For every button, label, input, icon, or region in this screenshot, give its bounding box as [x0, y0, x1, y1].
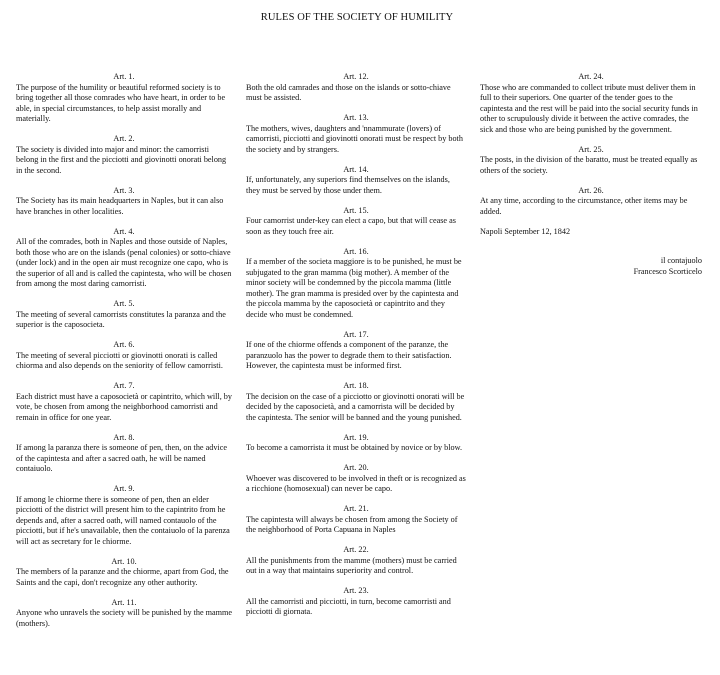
- article-number: Art. 10.: [111, 556, 137, 566]
- article-25: [480, 145, 702, 177]
- article-text: The decision on the case of a picciotto or giovinotti onorati will be decided by the caposocietà, and a camorrista will be decided by the capintesta. The senior will be banned and the young punished.: [246, 391, 465, 422]
- article-22: [246, 545, 466, 577]
- article-number: Art. 21.: [343, 504, 369, 513]
- article-text: If, unfortunately, any superiors find themselves on the islands, they must be served by those under them.: [246, 175, 450, 195]
- article-number: Art. 3.: [113, 185, 135, 195]
- article-number: Art. 12.: [343, 72, 369, 81]
- article-text: Both the old camrades and those on the islands or sotto-chiave must be assisted.: [246, 82, 451, 102]
- article-text: To become a camorrista it must be obtained by novice or by blow.: [246, 443, 463, 452]
- article-text: Each district must have a caposocietà or capintrito, which will, by vote, be chosen from among the neighborhood camorristi and remain in office for one year.: [16, 391, 232, 422]
- article-number: Art. 25.: [578, 144, 604, 154]
- article-number: Art. 8.: [113, 432, 135, 442]
- article-number: Art. 17.: [343, 329, 369, 339]
- article-text: Those who are commanded to collect tribute must deliver them in full to their superiors. One quarter of the tender goes to the capintesta and the rest will be paid into the social security funds in other to scrupulously divide it between the active comrades, the sick and those who are being punished by the government.: [480, 82, 698, 134]
- article-number: Art. 18.: [343, 381, 369, 390]
- article-3: [16, 186, 232, 218]
- article-9: [16, 484, 232, 547]
- article-number: Art. 26.: [578, 185, 604, 195]
- article-5: [16, 299, 232, 331]
- article-text: The meeting of several camorrists constitutes la paranza and the superior is the caposocieta.: [16, 309, 226, 329]
- article-text: At any time, according to the circumstance, other items may be added.: [480, 196, 688, 216]
- date-line: Napoli September 12, 1842: [480, 226, 571, 236]
- article-23: [246, 586, 466, 618]
- article-24: [480, 72, 702, 135]
- article-number: Art. 16.: [343, 246, 369, 256]
- column-3: [480, 72, 702, 277]
- article-text: Four camorrist under-key can elect a capo, but that will cease as soon as they touch free air.: [246, 216, 456, 236]
- article-number: Art. 22.: [343, 545, 369, 554]
- article-text: If among le chiorme there is someone of pen, then an elder picciotti of the district will present him to the capintrito from he depends and, after a sacred oath, will named contauolo of the picciotti, but if he's unavailable, then the contaiuolo of la parenza will act as secretary for le chiorme.: [16, 494, 230, 546]
- signature-block: [480, 256, 702, 277]
- article-number: Art. 1.: [113, 72, 135, 81]
- article-2: [16, 134, 232, 176]
- article-text: The purpose of the humility or beautiful reformed society is to bring together all those comrades who have heart, in order to be able, in special circumstances, to help assist morally and materially.: [16, 82, 226, 123]
- article-number: Art. 20.: [343, 463, 369, 472]
- article-text: If among la paranza there is someone of pen, then, on the advice of the capintesta and after a sacred oath, he will be named contaiuolo.: [16, 443, 227, 473]
- article-text: The mothers, wives, daughters and 'nnammurate (lovers) of camorristi, picciotti and giovinotti onorati must be respect by both the society and by strangers.: [246, 123, 463, 154]
- article-number: Art. 5.: [113, 299, 135, 308]
- article-8: [16, 433, 232, 475]
- article-text: The capintesta will always be chosen from among the Society of the neighborhood of Porta Capuana in Naples: [246, 514, 458, 534]
- article-text: If one of the chiorme offends a component of the paranze, the paranzuolo has the power to degrade them to their satisfaction. However, the capintesta must be informed first.: [246, 340, 452, 370]
- article-number: Art. 11.: [111, 597, 137, 607]
- article-16: [246, 247, 466, 321]
- article-text: All the camorristi and picciotti, in turn, become camorristi and picciotti di giornata.: [246, 596, 451, 616]
- article-number: Art. 6.: [113, 340, 135, 349]
- article-number: Art. 9.: [113, 484, 135, 493]
- column-1: [16, 72, 232, 639]
- article-13: [246, 113, 466, 155]
- article-1: [16, 72, 232, 125]
- article-7: [16, 381, 232, 423]
- article-number: Art. 14.: [343, 164, 369, 174]
- article-text: Anyone who unravels the society will be punished by the mamme (mothers).: [16, 608, 233, 628]
- column-2: [246, 72, 466, 627]
- article-number: Art. 15.: [343, 205, 369, 215]
- article-6: [16, 340, 232, 372]
- article-17: [246, 330, 466, 372]
- article-4: [16, 227, 232, 290]
- article-text: If a member of the societa maggiore is to be punished, he must be subjugated to the gran mamma (big mother). A member of the minor society will be condemned by the piccola mamma (little mother). The gran mamma is presided over by the capintesta and the piccola mamma by the caposocietà or capintrito and they decide who must be condemned.: [246, 257, 462, 319]
- article-20: [246, 463, 466, 495]
- article-text: All of the comrades, both in Naples and those outside of Naples, both those who are on the islands (penal colonies) or sotto-chiave (under lock) and in the open air must recognize one capo, who is the superior of all and is called the capintesta, who will be chosen from among the most daring camorristi.: [16, 237, 232, 288]
- article-text: The society is divided into major and minor: the camorristi belong in the first and the picciotti and giovinotti onorati belong in the second.: [16, 144, 227, 175]
- article-text: Whoever was discovered to be involved in theft or is recognized as a ricchione (homosexual) can never be capo.: [246, 473, 466, 493]
- article-number: Art. 2.: [113, 134, 135, 143]
- article-14: [246, 165, 466, 197]
- article-11: [16, 598, 232, 630]
- article-26: [480, 186, 702, 218]
- article-19: [246, 433, 466, 454]
- article-number: Art. 24.: [578, 72, 604, 81]
- article-number: Art. 4.: [113, 226, 135, 236]
- article-text: The members of la paranze and the chiorme, apart from God, the Saints and the capi, don't recognize any other authority.: [16, 567, 229, 587]
- article-15: [246, 206, 466, 238]
- article-number: Art. 7.: [113, 381, 135, 390]
- article-number: Art. 23.: [343, 586, 369, 595]
- article-21: [246, 504, 466, 536]
- article-18: [246, 381, 466, 423]
- article-text: All the punishments from the mamme (mothers) must be carried out in a way that maintains superiority and control.: [246, 555, 457, 575]
- article-text: The meeting of several picciotti or giovinotti onorati is called chiorma and also depends on the seniority of fellow camorristi.: [16, 350, 223, 370]
- article-10: [16, 557, 232, 589]
- article-number: Art. 13.: [343, 113, 369, 122]
- article-text: The Society has its main headquarters in Naples, but it can also have branches in other localities.: [16, 196, 224, 216]
- article-12: [246, 72, 466, 104]
- document-title: RULES OF THE SOCIETY OF HUMILITY: [260, 12, 454, 23]
- signature-role: il contajuolo: [660, 256, 702, 265]
- article-number: Art. 19.: [343, 432, 369, 442]
- article-text: The posts, in the division of the baratto, must be treated equally as others of the society.: [480, 155, 698, 175]
- signature-name: Francesco Scorticelo: [633, 266, 702, 276]
